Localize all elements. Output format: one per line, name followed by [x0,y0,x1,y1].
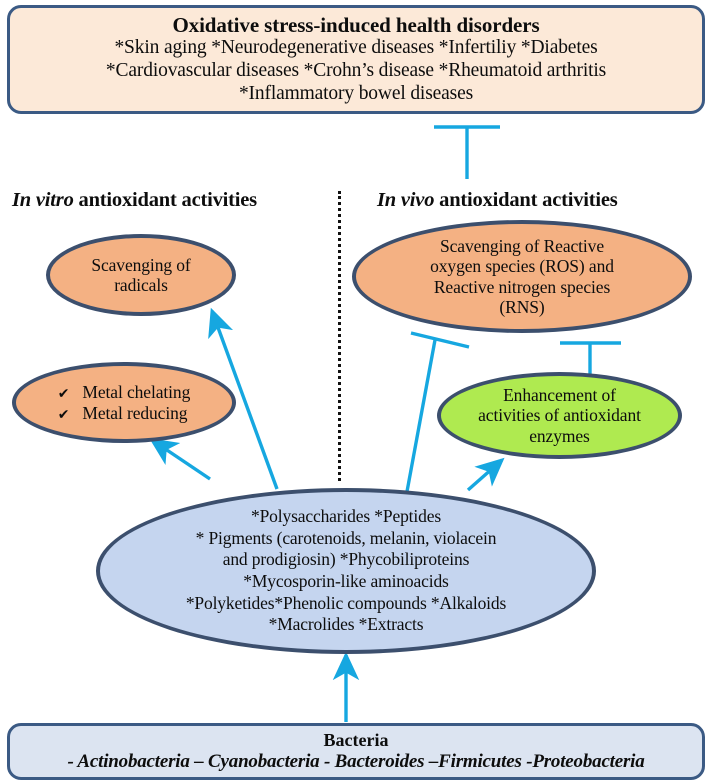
radicals-line-2: radicals [114,275,168,295]
metal-item-1-label: Metal chelating [82,382,191,403]
radicals-line-1: Scavenging of [91,254,191,275]
compounds-line-1: *Polysaccharides *Peptides [250,506,441,527]
top-box-line-3: *Inflammatory bowel diseases [238,83,474,105]
connector-enzymes-ros [560,343,621,375]
ellipse-scavenging-ros-rns [352,220,692,333]
connector-topbox-tbar [434,127,500,179]
heading-in-vitro [12,189,257,212]
top-box-title: Oxidative stress-induced health disorders [172,13,540,38]
ros-line-4: (RNS) [499,296,545,317]
ellipse-bioactive-compounds [96,488,596,654]
heading-in-vivo-rest: antioxidant activities [434,189,618,211]
ros-line-1: Scavenging of Reactive [440,235,604,256]
top-box-line-2: *Cardiovascular diseases *Crohn’s disease *Rheumatoid arthritis [105,60,607,82]
ros-line-2: oxygen species (ROS) and [430,256,614,277]
enzymes-line-2: activities of antioxidant [478,405,641,426]
enzymes-line-1: Enhancement of [503,385,616,406]
check-icon: ✔ [57,406,70,423]
compounds-line-2: * Pigments (carotenoids, melanin, violacein [195,527,497,548]
compounds-line-6: *Macrolides *Extracts [268,614,424,635]
ellipse-enhancement-antioxidant-enzymes [437,372,682,459]
top-box-line-1: *Skin aging *Neurodegenerative diseases *Infertiliy *Diabetes [114,37,598,59]
ros-line-3: Reactive nitrogen species [433,276,611,297]
metal-item-1 [58,382,190,402]
heading-in-vitro-italic: In vitro [12,189,74,211]
arrow-compounds-to-enzymes [468,460,502,490]
ellipse-metal-chelating-reducing [12,362,236,443]
compounds-line-4: *Mycosporin-like aminoacids [243,571,449,591]
metal-item-2-label: Metal reducing [82,402,188,423]
compounds-line-5: *Polyketides*Phenolic compounds *Alkaloids [185,592,507,613]
enzymes-line-3: enzymes [529,425,590,446]
bacteria-title: Bacteria [323,730,389,751]
arrow-compounds-to-metal [152,440,210,479]
ellipse-scavenging-of-radicals [46,234,236,316]
compounds-line-3: and prodigiosin) *Phycobiliproteins [222,549,470,570]
oxidative-stress-disorders-box [7,5,705,114]
vertical-dotted-divider [338,191,341,481]
heading-in-vivo [377,189,618,212]
check-icon: ✔ [57,386,70,403]
metal-item-2 [58,403,190,423]
heading-in-vitro-rest: antioxidant activities [73,189,257,211]
heading-in-vivo-italic: In vivo [377,189,435,211]
bacteria-phyla-line: - Actinobacteria – Cyanobacteria - Bacteroides –Firmicutes -Proteobacteria [67,750,645,772]
bacteria-box [7,723,705,780]
